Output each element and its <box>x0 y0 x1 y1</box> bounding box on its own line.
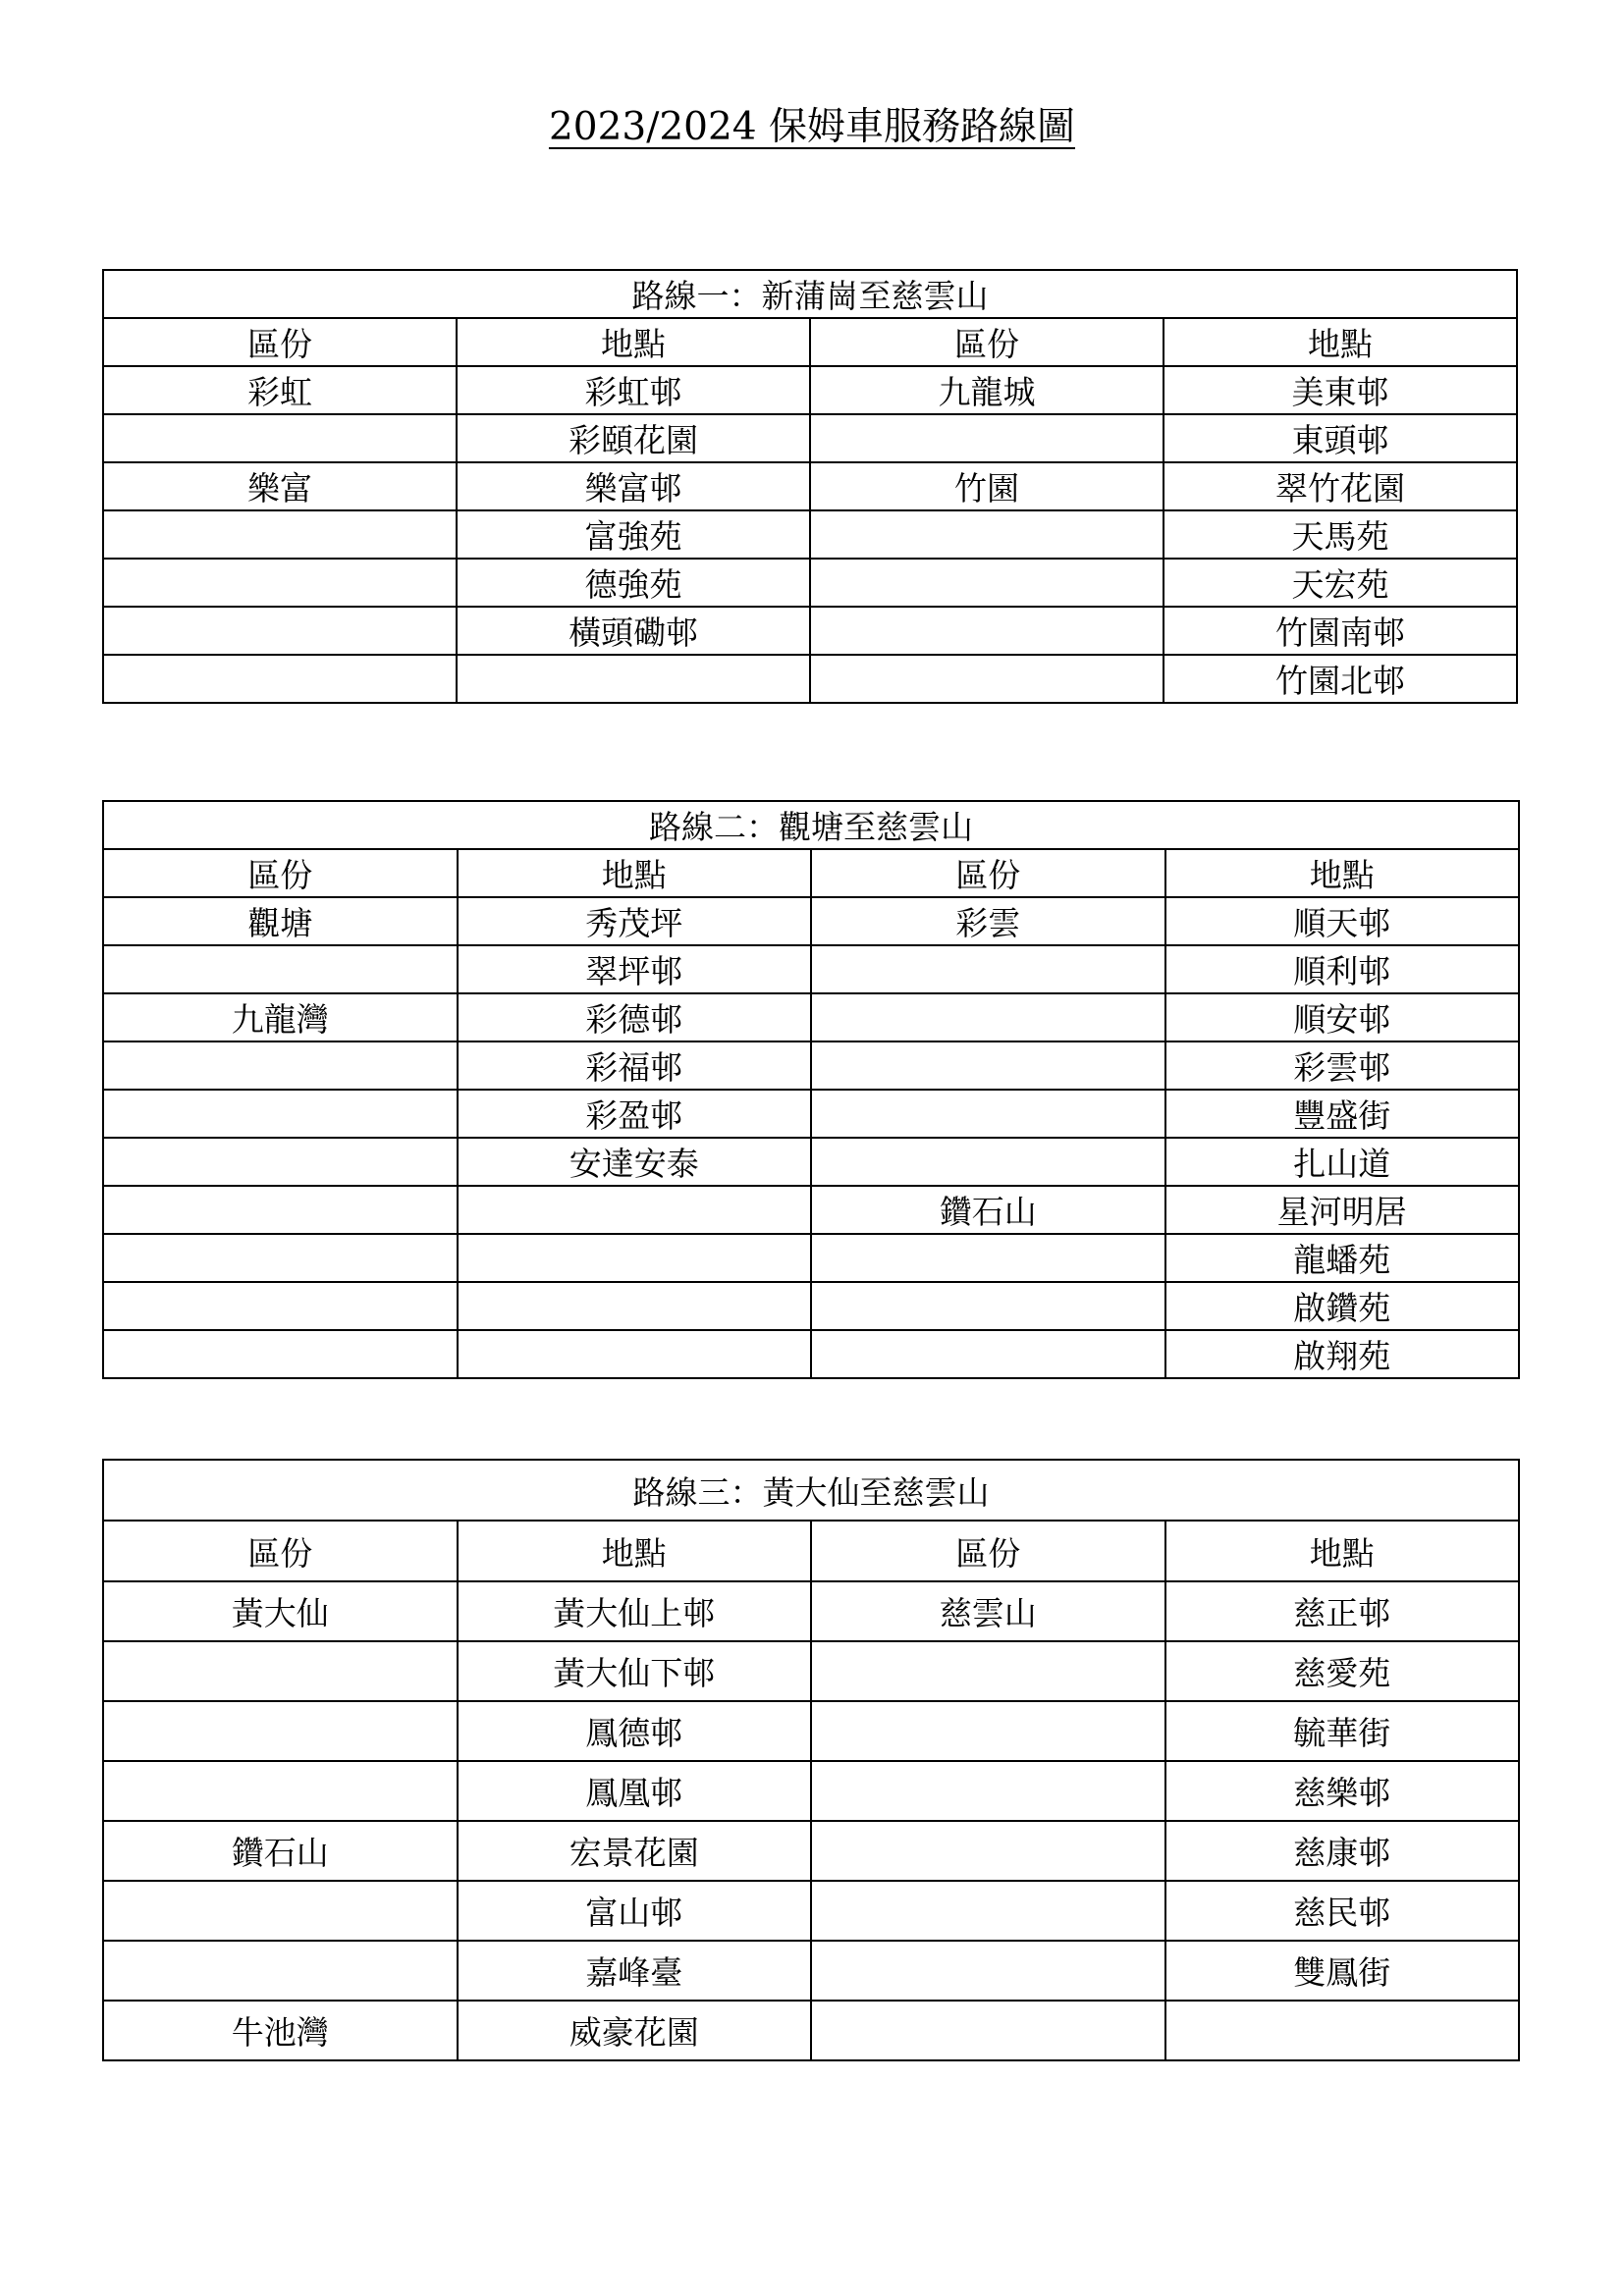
header-location: 地點 <box>1165 1521 1520 1581</box>
table-row <box>103 2001 1519 2060</box>
district-cell: 慈雲山 <box>811 1581 1165 1641</box>
district-cell <box>810 510 1164 559</box>
location-cell: 黃大仙下邨 <box>458 1641 812 1701</box>
location-cell <box>458 1330 812 1378</box>
district-cell: 鑽石山 <box>811 1186 1165 1234</box>
location-cell: 雙鳳街 <box>1165 1941 1520 2001</box>
district-cell <box>811 1641 1165 1701</box>
district-cell <box>103 1941 458 2001</box>
location-cell: 慈民邨 <box>1165 1881 1520 1941</box>
district-cell: 樂富 <box>103 462 457 510</box>
column-header-row <box>103 318 1517 366</box>
district-cell <box>810 655 1164 703</box>
header-location: 地點 <box>458 849 812 897</box>
location-cell: 翠竹花園 <box>1164 462 1517 510</box>
route-table-3 <box>102 1459 1520 2061</box>
table-row <box>103 655 1517 703</box>
district-cell <box>103 1881 458 1941</box>
location-cell: 富強苑 <box>457 510 810 559</box>
district-cell <box>103 559 457 607</box>
route-title-row <box>103 801 1519 849</box>
header-district: 區份 <box>811 1521 1165 1581</box>
table-row <box>103 1941 1519 2001</box>
location-cell: 富山邨 <box>458 1881 812 1941</box>
district-cell <box>103 655 457 703</box>
location-cell: 彩德邨 <box>458 993 812 1041</box>
table-row <box>103 1041 1519 1090</box>
district-cell: 牛池灣 <box>103 2001 458 2060</box>
route-title-row <box>103 270 1517 318</box>
table-row <box>103 1282 1519 1330</box>
location-cell: 美東邨 <box>1164 366 1517 414</box>
district-cell <box>811 1821 1165 1881</box>
location-cell: 龍蟠苑 <box>1165 1234 1520 1282</box>
district-cell: 鑽石山 <box>103 1821 458 1881</box>
location-cell: 宏景花園 <box>458 1821 812 1881</box>
header-district: 區份 <box>103 849 458 897</box>
location-cell: 豐盛街 <box>1165 1090 1520 1138</box>
location-cell: 鳳德邨 <box>458 1701 812 1761</box>
location-cell: 威豪花園 <box>458 2001 812 2060</box>
location-cell: 彩福邨 <box>458 1041 812 1090</box>
page-title: 2023/2024 保姆車服務路線圖 <box>548 105 1076 149</box>
route-title-row <box>103 1460 1519 1521</box>
header-location: 地點 <box>457 318 810 366</box>
district-cell <box>103 1282 458 1330</box>
district-cell <box>811 1330 1165 1378</box>
district-cell <box>811 1761 1165 1821</box>
district-cell <box>811 1881 1165 1941</box>
location-cell: 啟鑽苑 <box>1165 1282 1520 1330</box>
table-row <box>103 945 1519 993</box>
location-cell: 秀茂坪 <box>458 897 812 945</box>
district-cell <box>811 993 1165 1041</box>
district-cell: 竹園 <box>810 462 1164 510</box>
district-cell: 觀塘 <box>103 897 458 945</box>
location-cell: 樂富邨 <box>457 462 810 510</box>
location-cell: 星河明居 <box>1165 1186 1520 1234</box>
location-cell: 鳳凰邨 <box>458 1761 812 1821</box>
table-row <box>103 1234 1519 1282</box>
district-cell <box>103 510 457 559</box>
location-cell: 安達安泰 <box>458 1138 812 1186</box>
route-table-2 <box>102 800 1520 1379</box>
district-cell <box>810 607 1164 655</box>
location-cell <box>458 1186 812 1234</box>
location-cell: 慈康邨 <box>1165 1821 1520 1881</box>
table-row <box>103 1581 1519 1641</box>
table-row <box>103 1641 1519 1701</box>
district-cell: 九龍城 <box>810 366 1164 414</box>
district-cell <box>810 414 1164 462</box>
district-cell <box>810 559 1164 607</box>
location-cell: 翠坪邨 <box>458 945 812 993</box>
table-row <box>103 1330 1519 1378</box>
location-cell: 順安邨 <box>1165 993 1520 1041</box>
table-row <box>103 366 1517 414</box>
district-cell <box>103 1701 458 1761</box>
table-row <box>103 897 1519 945</box>
header-location: 地點 <box>1165 849 1520 897</box>
location-cell: 德強苑 <box>457 559 810 607</box>
table-row <box>103 1701 1519 1761</box>
district-cell <box>103 1641 458 1701</box>
district-cell: 黃大仙 <box>103 1581 458 1641</box>
location-cell: 竹園南邨 <box>1164 607 1517 655</box>
district-cell <box>811 1041 1165 1090</box>
district-cell <box>811 1138 1165 1186</box>
column-header-row <box>103 1521 1519 1581</box>
table-row <box>103 1138 1519 1186</box>
district-cell <box>103 1138 458 1186</box>
district-cell <box>103 1186 458 1234</box>
table-row <box>103 607 1517 655</box>
location-cell: 橫頭磡邨 <box>457 607 810 655</box>
table-row <box>103 462 1517 510</box>
location-cell: 天馬苑 <box>1164 510 1517 559</box>
table-row <box>103 1821 1519 1881</box>
district-cell <box>103 945 458 993</box>
location-cell <box>1165 2001 1520 2060</box>
district-cell <box>811 1701 1165 1761</box>
district-cell <box>811 1090 1165 1138</box>
location-cell: 彩虹邨 <box>457 366 810 414</box>
header-district: 區份 <box>810 318 1164 366</box>
table-row <box>103 1761 1519 1821</box>
location-cell: 順天邨 <box>1165 897 1520 945</box>
location-cell: 東頭邨 <box>1164 414 1517 462</box>
location-cell: 彩頤花園 <box>457 414 810 462</box>
location-cell: 慈愛苑 <box>1165 1641 1520 1701</box>
district-cell: 彩雲 <box>811 897 1165 945</box>
district-cell <box>103 1330 458 1378</box>
header-district: 區份 <box>103 318 457 366</box>
district-cell <box>811 1941 1165 2001</box>
location-cell <box>458 1234 812 1282</box>
location-cell: 彩盈邨 <box>458 1090 812 1138</box>
header-district: 區份 <box>103 1521 458 1581</box>
location-cell: 彩雲邨 <box>1165 1041 1520 1090</box>
location-cell: 嘉峰臺 <box>458 1941 812 2001</box>
location-cell: 順利邨 <box>1165 945 1520 993</box>
location-cell: 毓華街 <box>1165 1701 1520 1761</box>
location-cell <box>457 655 810 703</box>
location-cell: 天宏苑 <box>1164 559 1517 607</box>
location-cell <box>458 1282 812 1330</box>
table-row <box>103 1881 1519 1941</box>
table-row <box>103 414 1517 462</box>
location-cell: 扎山道 <box>1165 1138 1520 1186</box>
table-row <box>103 1186 1519 1234</box>
district-cell <box>811 945 1165 993</box>
district-cell <box>103 414 457 462</box>
header-location: 地點 <box>1164 318 1517 366</box>
table-row <box>103 1090 1519 1138</box>
district-cell <box>103 1041 458 1090</box>
district-cell <box>103 607 457 655</box>
district-cell <box>103 1090 458 1138</box>
district-cell <box>811 1234 1165 1282</box>
header-location: 地點 <box>458 1521 812 1581</box>
route-title: 路線二：觀塘至慈雲山 <box>103 801 1519 849</box>
route-title: 路線三：黃大仙至慈雲山 <box>103 1460 1519 1521</box>
district-cell <box>103 1234 458 1282</box>
header-district: 區份 <box>811 849 1165 897</box>
location-cell: 慈樂邨 <box>1165 1761 1520 1821</box>
location-cell: 慈正邨 <box>1165 1581 1520 1641</box>
table-row <box>103 559 1517 607</box>
location-cell: 啟翔苑 <box>1165 1330 1520 1378</box>
location-cell: 竹園北邨 <box>1164 655 1517 703</box>
district-cell <box>811 1282 1165 1330</box>
district-cell: 彩虹 <box>103 366 457 414</box>
column-header-row <box>103 849 1519 897</box>
table-row <box>103 510 1517 559</box>
route-title: 路線一：新蒲崗至慈雲山 <box>103 270 1517 318</box>
route-table-1 <box>102 269 1518 704</box>
location-cell: 黃大仙上邨 <box>458 1581 812 1641</box>
district-cell: 九龍灣 <box>103 993 458 1041</box>
table-row <box>103 993 1519 1041</box>
district-cell <box>811 2001 1165 2060</box>
district-cell <box>103 1761 458 1821</box>
